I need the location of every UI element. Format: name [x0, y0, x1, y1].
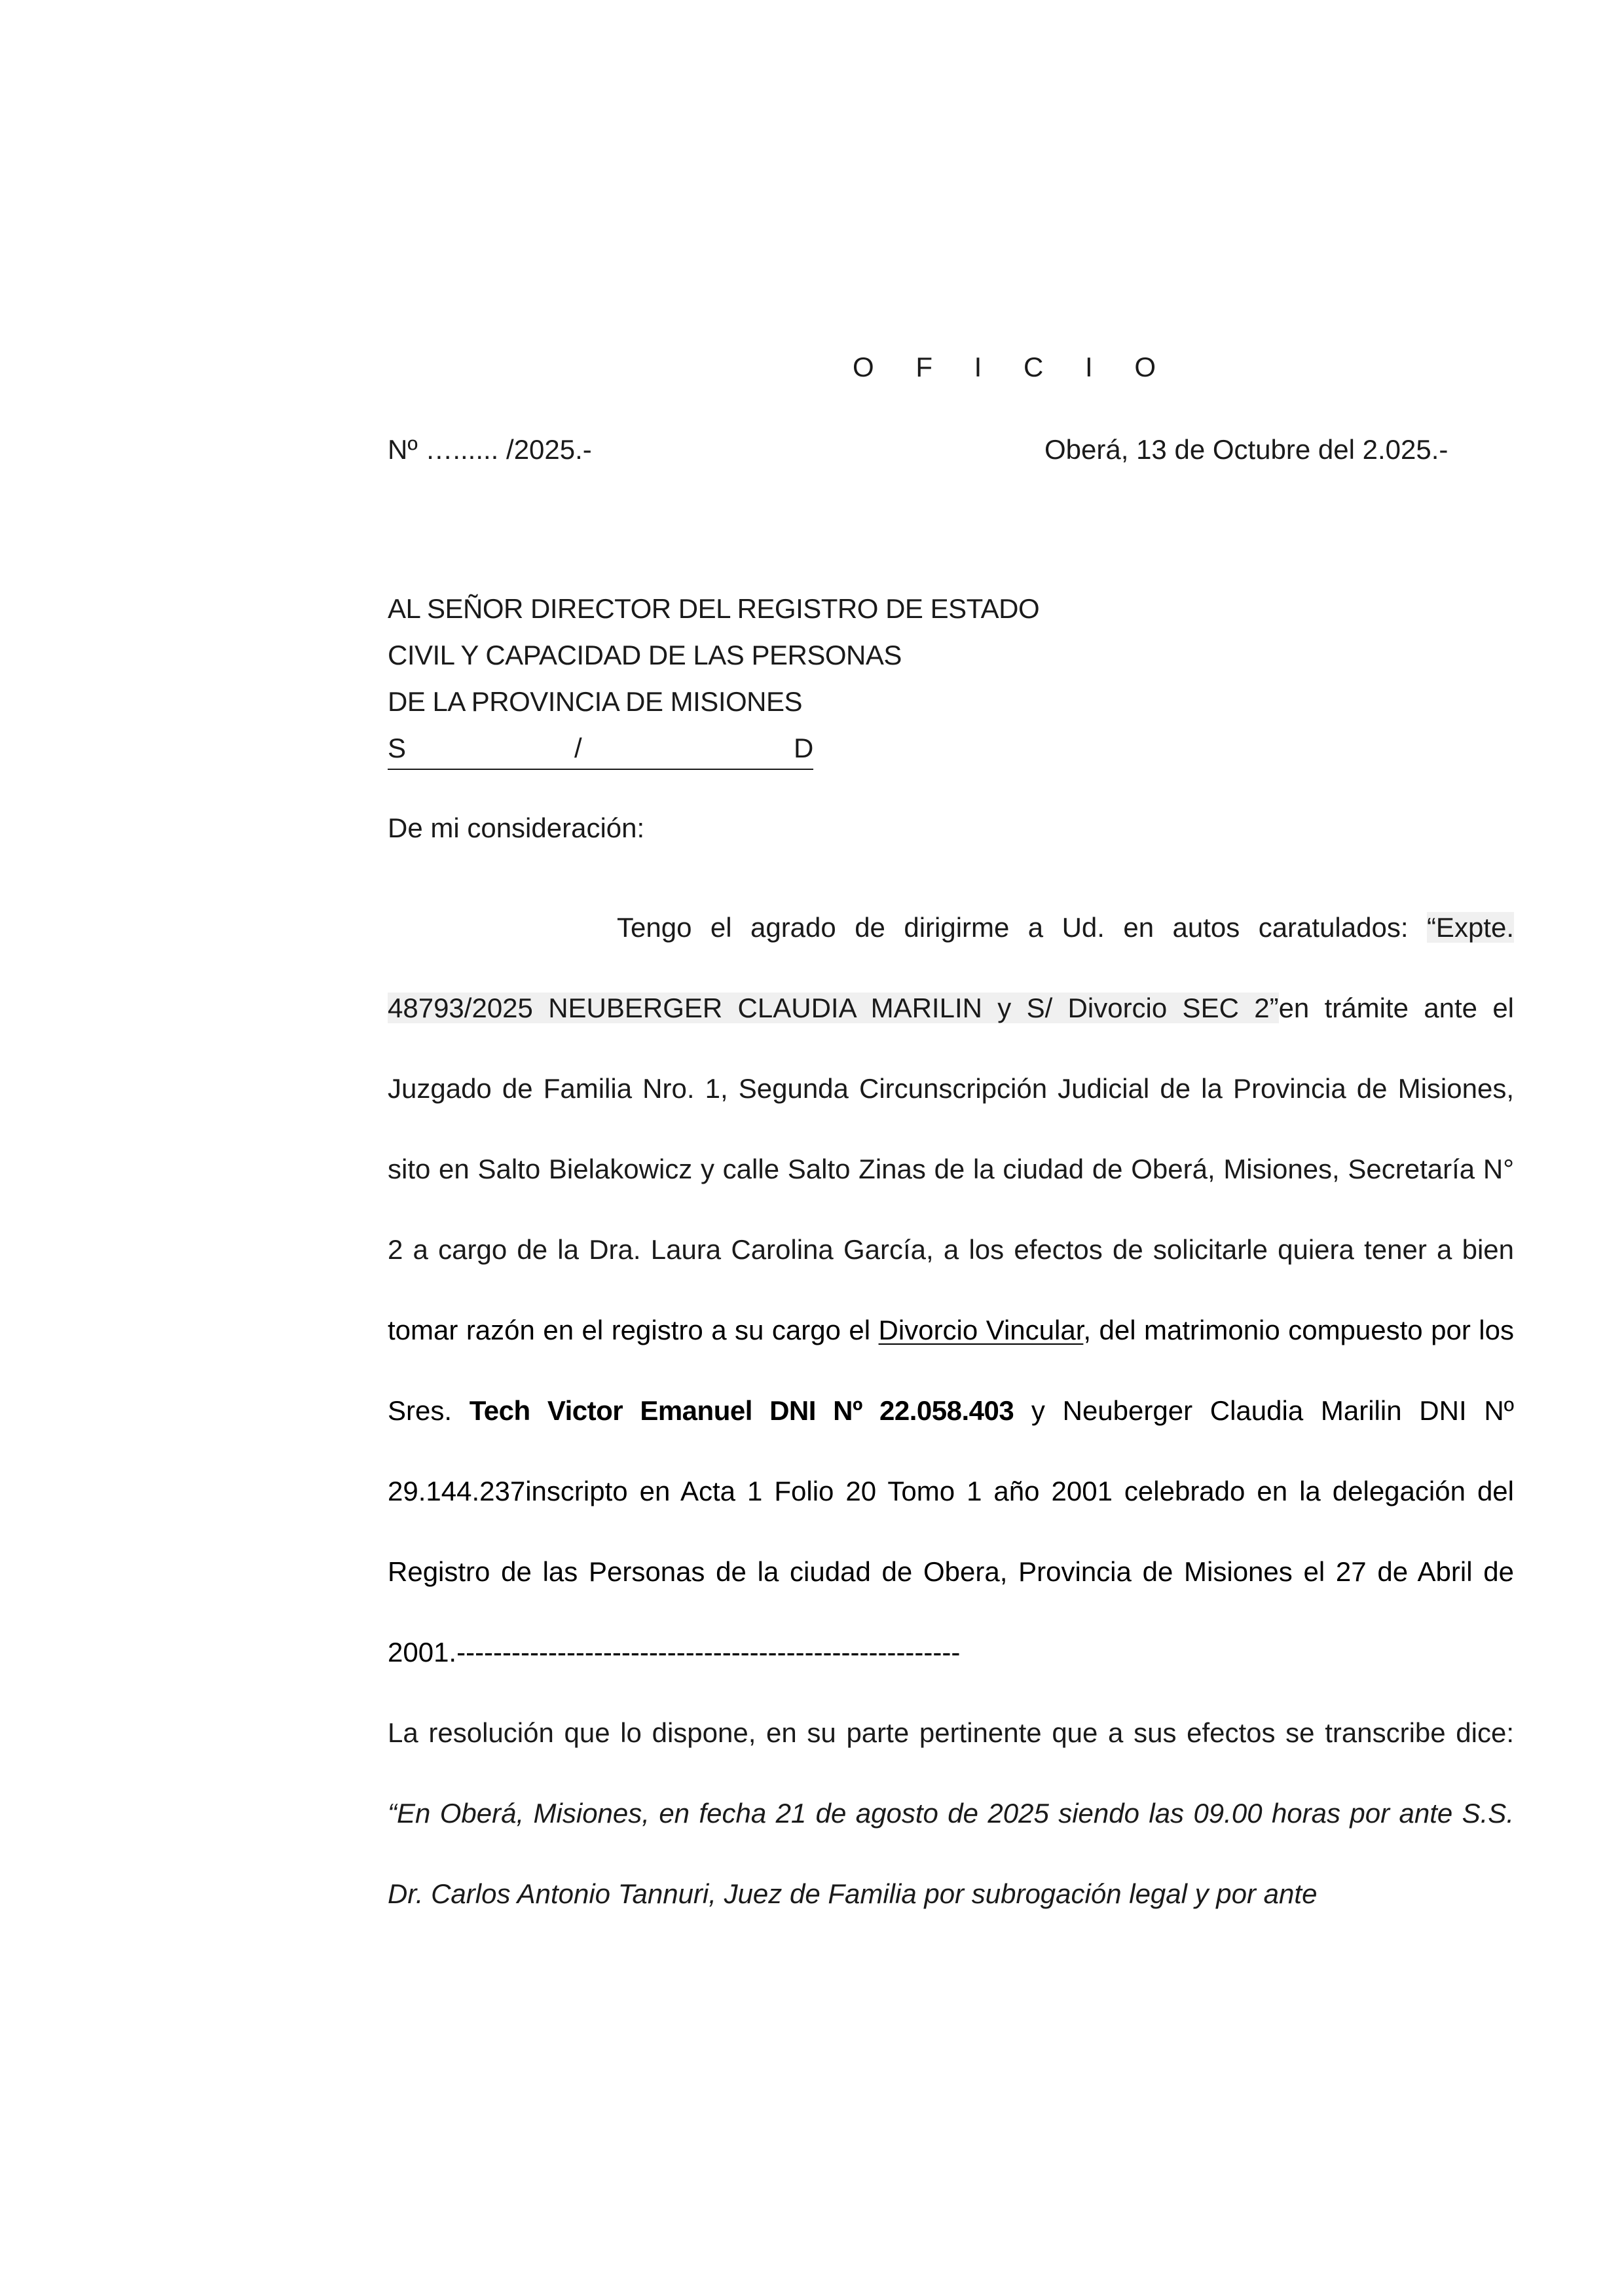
sd-left: S [388, 733, 407, 763]
document-date: Oberá, 13 de Octubre del 2.025.- [1044, 434, 1449, 465]
recipient-line-3: DE LA PROVINCIA DE MISIONES [388, 686, 803, 717]
document-title: O F I C I O [853, 352, 1173, 382]
sd-line [388, 732, 813, 770]
spouse-1: Tech Victor Emanuel DNI Nº 22.058.403 [469, 1395, 1014, 1426]
p2-intro: La resolución que lo dispone, en su parte pertinente que a sus efectos se transcribe dice: [388, 1717, 1514, 1748]
body-text [388, 887, 1514, 1934]
paragraph-1 [388, 887, 1514, 1692]
p1-intro: Tengo el agrado de dirigirme a Ud. en autos caratulados: [617, 912, 1427, 943]
p1-matrimonio: , del matrimonio compuesto por los Sres. [388, 1315, 1514, 1426]
sd-right: D [794, 733, 814, 763]
p1-court: en trámite ante el Juzgado de Familia Nro. 1, Segunda Circunscripción Judicial de la Provincia de Misiones, sito en Salto Bielakowicz y calle Salto Zinas de la ciudad de Oberá, Misiones, Secretaría N° 2 a cargo de la Dra. Laura Carolina García, a los efectos de solicitarle quiera tener a bien [388, 993, 1515, 1265]
recipient-line-2: CIVIL Y CAPACIDAD DE LAS PERSONAS [388, 640, 902, 670]
sd-mid: / [574, 733, 582, 763]
paragraph-2 [388, 1692, 1514, 1934]
p1-spouse-2: y Neuberger Claudia Marilin DNI Nº 29.144.237inscripto en Acta 1 Folio 20 Tomo 1 año 2001 celebrado en la delegación del Registro de las Personas de la ciudad de Obera, Provincia de Misiones el 27 de Abril de 2001.------------------------------------------------------- [388, 1395, 1514, 1667]
oficio-number: Nº …...... /2025.- [388, 434, 592, 465]
divorcio-vincular: Divorcio Vincular [878, 1315, 1084, 1345]
recipient-line-1: AL SEÑOR DIRECTOR DEL REGISTRO DE ESTADO [388, 593, 1040, 624]
expte-caption: “Expte. 48793/2025 NEUBERGER CLAUDIA MARILIN y S/ Divorcio SEC 2” [388, 912, 1514, 1023]
salutation: De mi consideración: [388, 812, 645, 843]
p2-quote: “En Oberá, Misiones, en fecha 21 de agosto de 2025 siendo las 09.00 horas por ante S.S. Dr. Carlos Antonio Tannuri, Juez de Familia por subrogación legal y por ante [388, 1798, 1514, 1909]
p1-request: tomar razón en el registro a su cargo el [388, 1315, 879, 1345]
